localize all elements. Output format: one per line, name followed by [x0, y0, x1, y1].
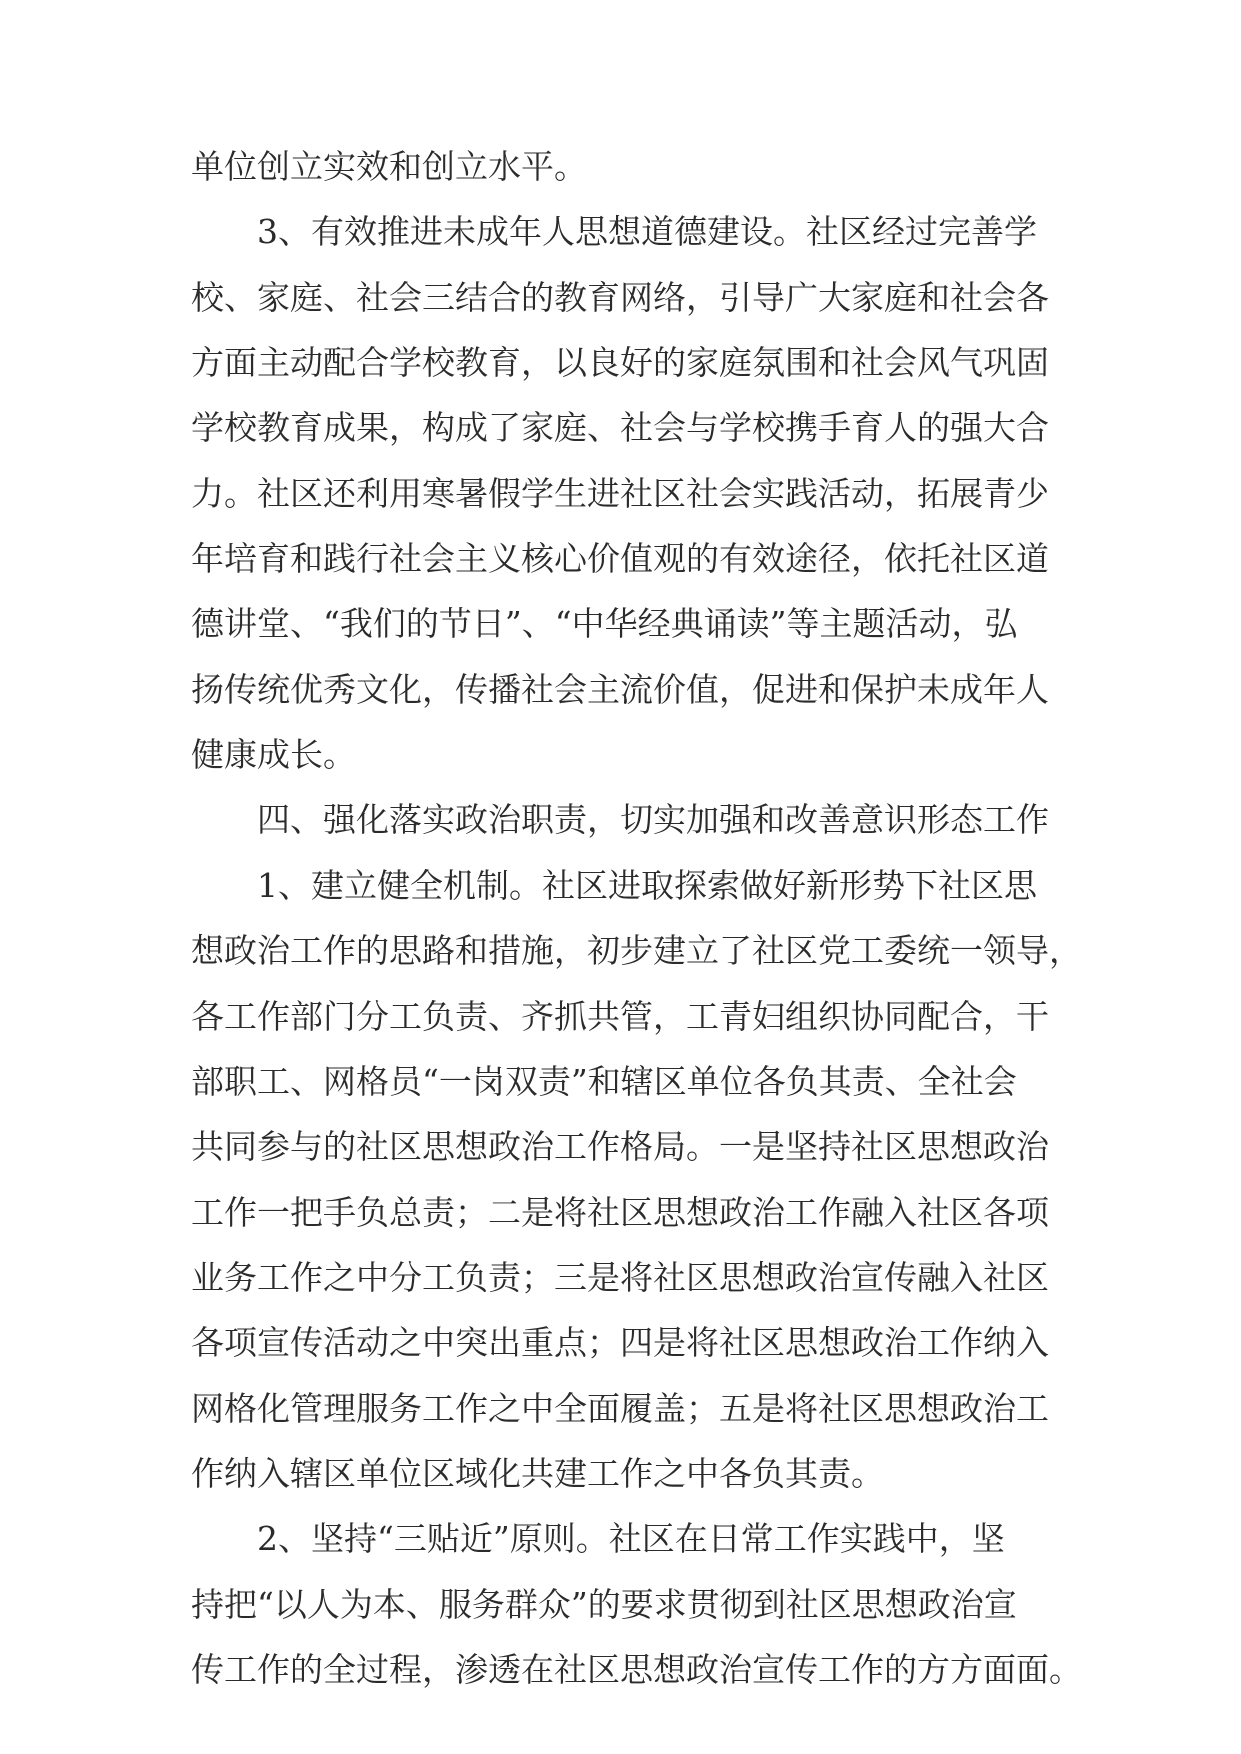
text-line: 健康成长。	[191, 735, 356, 774]
text-line: 德讲堂、“我们的节日”、“中华经典诵读”等主题活动，弘	[191, 604, 1018, 643]
text-line: 力。社区还利用寒暑假学生进社区社会实践活动，拓展青少	[191, 474, 1049, 513]
text-line: 共同参与的社区思想政治工作格局。一是坚持社区思想政治	[191, 1127, 1049, 1166]
text-line: 2、坚持“三贴近”原则。社区在日常工作实践中，坚	[191, 1519, 1005, 1558]
text-line: 部职工、网格员“一岗双责”和辖区单位各负其责、全社会	[191, 1062, 1017, 1101]
text-line: 各工作部门分工负责、齐抓共管，工青妇组织协同配合，干	[191, 997, 1049, 1036]
text-line: 方面主动配合学校教育，以良好的家庭氛围和社会风气巩固	[191, 343, 1049, 382]
text-line: 学校教育成果，构成了家庭、社会与学校携手育人的强大合	[191, 408, 1049, 447]
text-line: 作纳入辖区单位区域化共建工作之中各负其责。	[191, 1454, 884, 1493]
text-line: 年培育和践行社会主义核心价值观的有效途径，依托社区道	[191, 539, 1049, 578]
text-line: 网格化管理服务工作之中全面履盖；五是将社区思想政治工	[191, 1389, 1049, 1428]
text-line: 持把“以人为本、服务群众”的要求贯彻到社区思想政治宣	[191, 1585, 1017, 1624]
text-line: 扬传统优秀文化，传播社会主流价值，促进和保护未成年人	[191, 670, 1049, 709]
text-line: 想政治工作的思路和措施，初步建立了社区党工委统一领导，	[191, 931, 1082, 970]
text-line: 单位创立实效和创立水平。	[191, 147, 587, 186]
text-line: 各项宣传活动之中突出重点；四是将社区思想政治工作纳入	[191, 1323, 1049, 1362]
text-line: 传工作的全过程，渗透在社区思想政治宣传工作的方方面面。	[191, 1650, 1082, 1689]
text-line: 3、有效推进未成年人思想道德建设。社区经过完善学	[191, 212, 1037, 251]
text-line: 1、建立健全机制。社区进取探索做好新形势下社区思	[191, 866, 1037, 905]
text-line: 工作一把手负总责；二是将社区思想政治工作融入社区各项	[191, 1193, 1049, 1232]
section-heading: 四、强化落实政治职责，切实加强和改善意识形态工作	[191, 800, 1049, 839]
text-line: 校、家庭、社会三结合的教育网络，引导广大家庭和社会各	[191, 278, 1049, 317]
text-line: 业务工作之中分工负责；三是将社区思想政治宣传融入社区	[191, 1258, 1049, 1297]
